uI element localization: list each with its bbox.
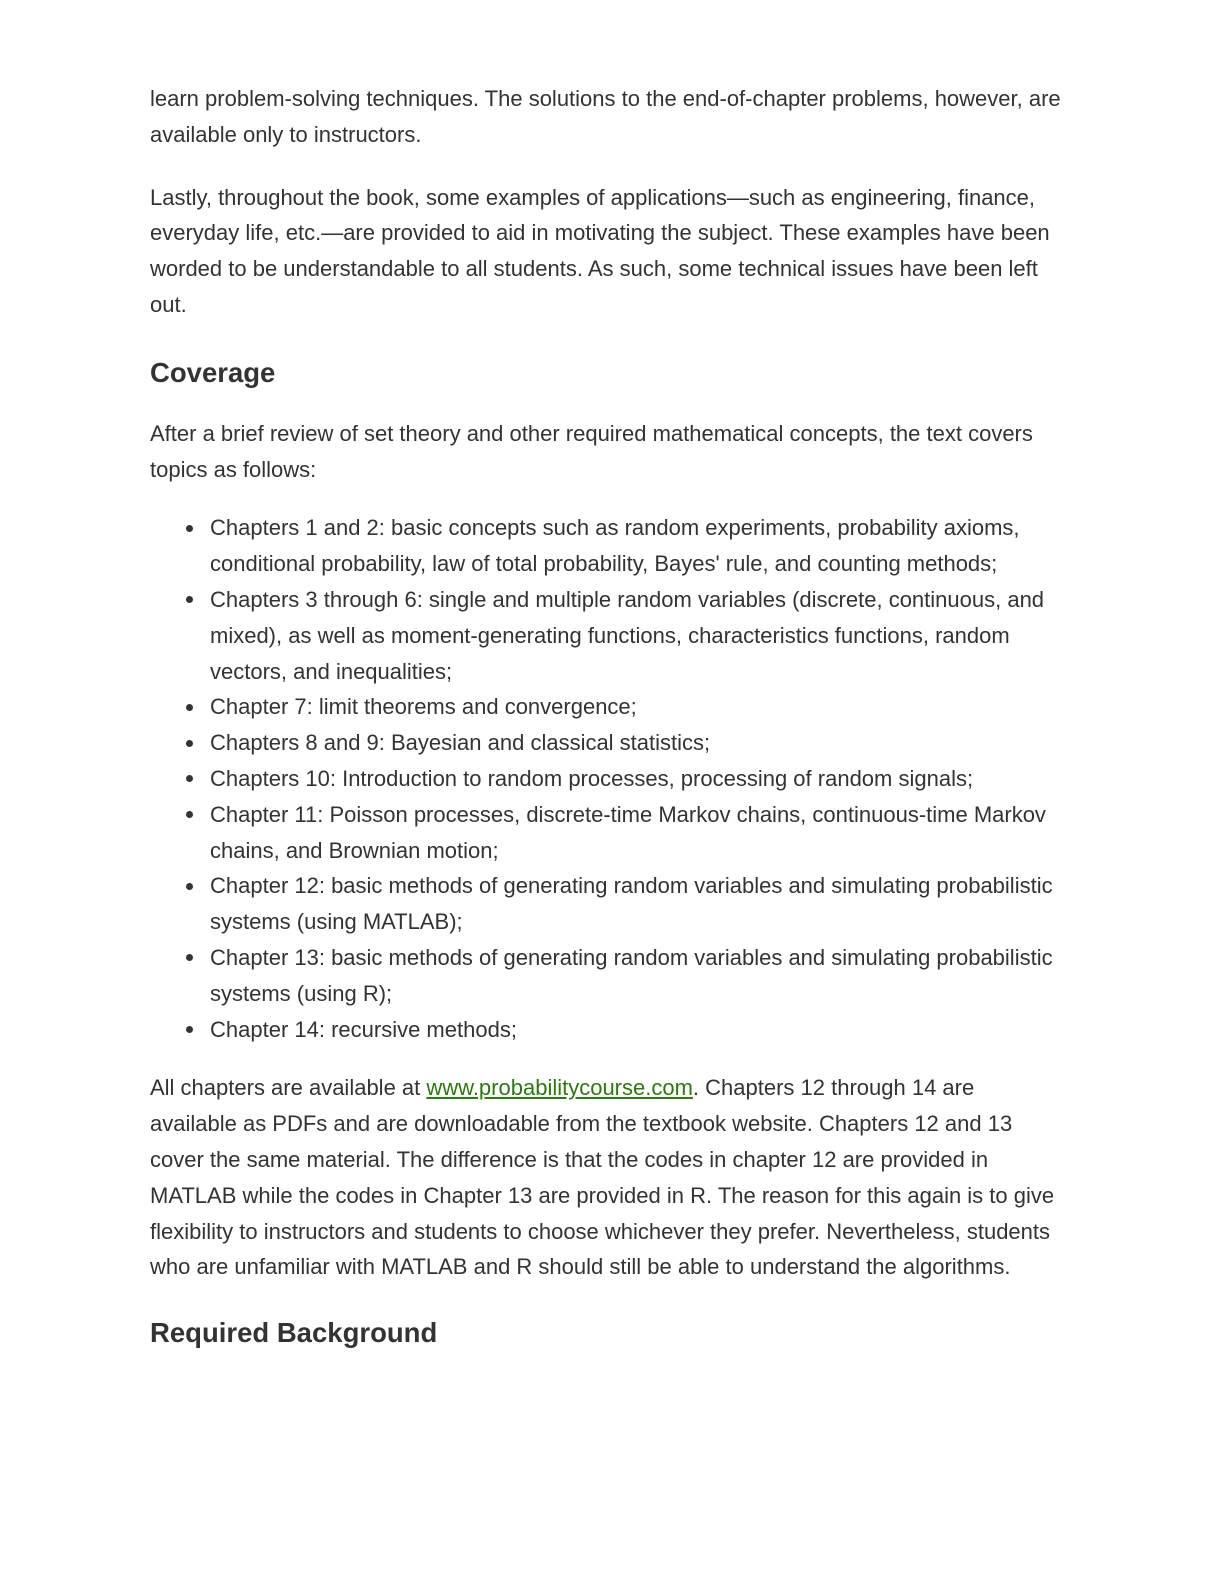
list-item [210, 940, 1065, 1012]
availability-paragraph [150, 1070, 1065, 1285]
bullet-icon [186, 883, 193, 890]
bullet-icon [186, 596, 193, 603]
required-background-heading: Required Background [150, 1317, 438, 1349]
list-item [210, 761, 1065, 797]
list-item [210, 582, 1065, 689]
list-item [210, 689, 1065, 725]
coverage-intro-paragraph: After a brief review of set theory and other required mathematical concepts, the text covers topics as follows: [150, 420, 1033, 482]
list-item-text: Chapters 8 and 9: Bayesian and classical statistics; [210, 730, 711, 756]
applications-paragraph: Lastly, throughout the book, some examples of applications—such as engineering, finance, everyday life, etc.—are provided to aid in motivating the subject. These examples have been worded to be understandable to all students. As such, some technical issues have been left out. [150, 184, 1050, 317]
list-item-text: Chapters 1 and 2: basic concepts such as random experiments, probability axioms, conditional probability, law of total probability, Bayes' rule, and counting methods; [210, 515, 1020, 577]
availability-prefix: All chapters are available at [150, 1075, 427, 1101]
availability-suffix: . Chapters 12 through 14 are available as PDFs and are downloadable from the textbook website. Chapters 12 and 13 cover the same material. The difference is that the codes in chapter 12 are provided in MATLAB while the codes in Chapter 13 are provided in R. The reason for this again is to give flexibility to instructors and students to choose whichever they prefer. Nevertheless, students who are unfamiliar with MATLAB and R should still be able to understand the algorithms. [150, 1075, 1055, 1280]
list-item-text: Chapter 11: Poisson processes, discrete-time Markov chains, continuous-time Markov chains, and Brownian motion; [210, 801, 1046, 863]
bullet-icon [186, 740, 193, 747]
list-item-text: Chapter 13: basic methods of generating random variables and simulating probabilistic systems (using R); [210, 944, 1053, 1006]
page-content [150, 81, 1065, 1353]
probabilitycourse-link[interactable]: www.probabilitycourse.com [426, 1075, 693, 1101]
list-item-text: Chapter 14: recursive methods; [210, 1016, 517, 1042]
bullet-icon [186, 704, 193, 711]
coverage-list [150, 510, 1065, 1047]
bullet-icon [186, 1026, 193, 1033]
list-item [210, 868, 1065, 940]
intro-paragraph: learn problem-solving techniques. The solutions to the end-of-chapter problems, however, are available only to instructors. [150, 86, 1061, 147]
list-item [210, 725, 1065, 761]
list-item-text: Chapters 10: Introduction to random processes, processing of random signals; [210, 765, 974, 791]
bullet-icon [186, 954, 193, 961]
coverage-heading: Coverage [150, 356, 276, 388]
bullet-icon [186, 811, 193, 818]
list-item [210, 797, 1065, 869]
list-item-text: Chapter 12: basic methods of generating random variables and simulating probabilistic systems (using MATLAB); [210, 873, 1053, 935]
list-item-text: Chapter 7: limit theorems and convergence; [210, 694, 637, 720]
bullet-icon [186, 775, 193, 782]
list-item [210, 510, 1065, 582]
list-item [210, 1012, 1065, 1048]
bullet-icon [186, 525, 193, 532]
list-item-text: Chapters 3 through 6: single and multiple random variables (discrete, continuous, and mixed), as well as moment-generating functions, characteristics functions, random vectors, and inequalities; [210, 586, 1045, 684]
